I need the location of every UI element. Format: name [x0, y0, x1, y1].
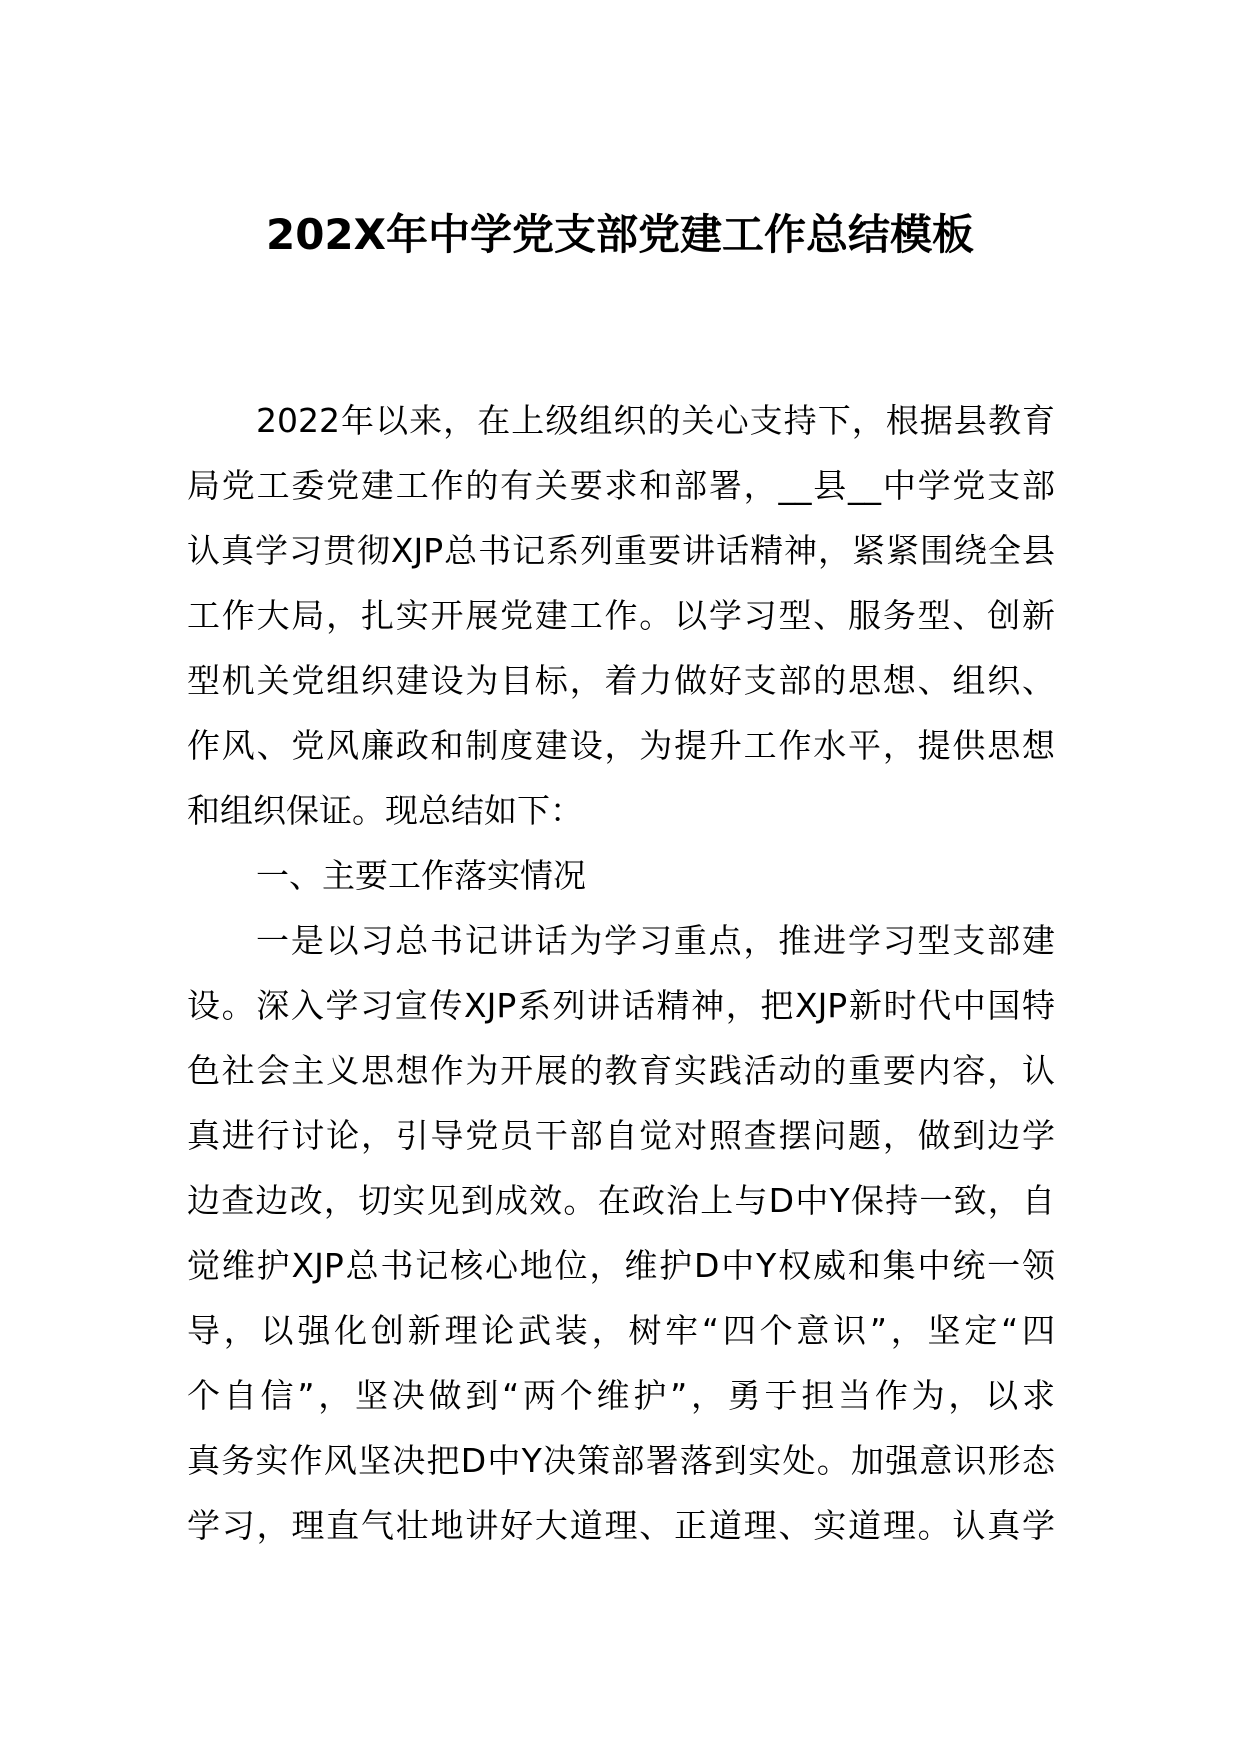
paragraph-line: 真进行讨论，引导党员干部自觉对照查摆问题，做到边学 [187, 1116, 1055, 1155]
paragraph-line: 型机关党组织建设为目标，着力做好支部的思想、组织、 [187, 661, 1055, 700]
paragraph-line: 边查边改，切实见到成效。在政治上与D中Y保持一致，自 [187, 1181, 1055, 1220]
paragraph-line: 真务实作风坚决把D中Y决策部署落到实处。加强意识形态 [187, 1441, 1055, 1480]
paragraph-line: 设。深入学习宣传XJP系列讲话精神，把XJP新时代中国特 [187, 986, 1055, 1025]
paragraph-line: 工作大局，扎实开展党建工作。以学习型、服务型、创新 [187, 596, 1055, 635]
paragraph-line: 2022年以来，在上级组织的关心支持下，根据县教育 [256, 401, 1055, 440]
paragraph-line: 觉维护XJP总书记核心地位，维护D中Y权威和集中统一领 [187, 1246, 1055, 1285]
paragraph-line: 一是以习总书记讲话为学习重点，推进学习型支部建 [256, 921, 1055, 960]
paragraph-line: 局党工委党建工作的有关要求和部署，__县__中学党支部 [187, 466, 1055, 505]
paragraph-line: 认真学习贯彻XJP总书记系列重要讲话精神，紧紧围绕全县 [187, 531, 1055, 570]
paragraph-line: 导，以强化创新理论武装，树牢“四个意识”，坚定“四 [187, 1311, 1055, 1350]
paragraph-line: 个自信”，坚决做到“两个维护”，勇于担当作为，以求 [187, 1376, 1055, 1415]
paragraph-line: 作风、党风廉政和制度建设，为提升工作水平，提供思想 [187, 726, 1055, 765]
paragraph-line: 色社会主义思想作为开展的教育实践活动的重要内容，认 [187, 1051, 1055, 1090]
document-title: 202X年中学党支部党建工作总结模板 [265, 210, 975, 259]
document-body [187, 388, 1055, 1558]
paragraph-line: 学习，理直气壮地讲好大道理、正道理、实道理。认真学 [187, 1506, 1055, 1545]
paragraph-line: 和组织保证。现总结如下： [187, 791, 583, 830]
section-heading: 一、主要工作落实情况 [256, 856, 586, 895]
